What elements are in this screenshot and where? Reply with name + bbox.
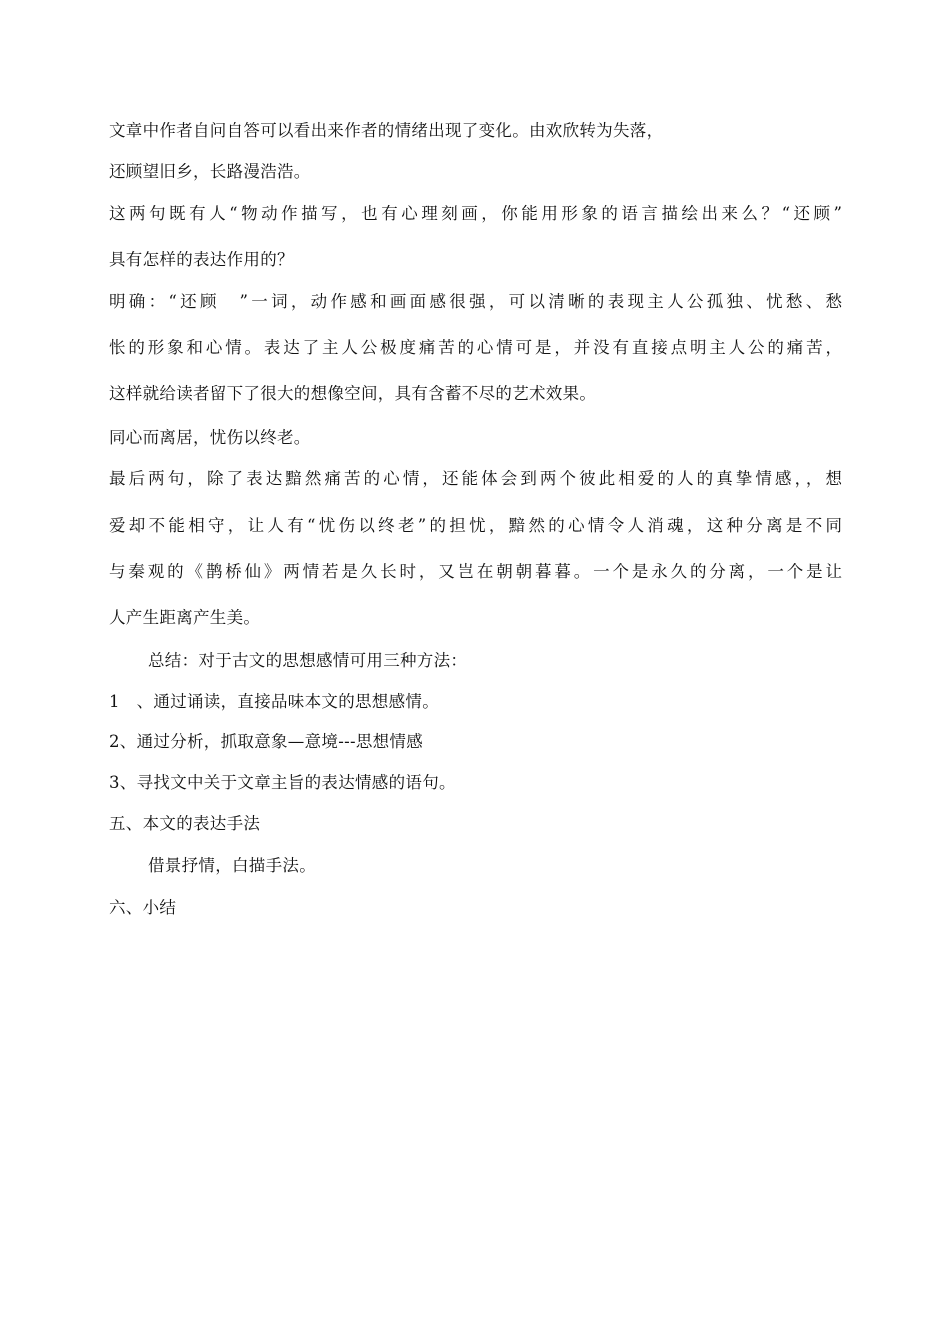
paragraph-line: 爱却不能相守，让人有“忧伤以终老”的担忧，黯然的心情令人消魂，这种分离是不同 bbox=[109, 516, 842, 535]
paragraph-line: 明确：“还顾 ”一词，动作感和画面感很强，可以清晰的表现主人公孤独、忧愁、愁 bbox=[109, 292, 842, 311]
paragraph-line: 文章中作者自问自答可以看出来作者的情绪出现了变化。由欢欣转为失落， bbox=[109, 121, 664, 140]
paragraph-line: 人产生距离产生美。 bbox=[109, 608, 261, 627]
list-item: 3、寻找文中关于文章主旨的表达情感的语句。 bbox=[109, 773, 456, 792]
section-heading: 五、本文的表达手法 bbox=[109, 814, 261, 833]
poem-line: 还顾望旧乡，长路漫浩浩。 bbox=[109, 162, 311, 181]
list-item: 2、通过分析，抓取意象—意境---思想情感 bbox=[109, 732, 424, 751]
paragraph-line: 与秦观的《鹊桥仙》两情若是久长时，又岂在朝朝暮暮。一个是永久的分离，一个是让 bbox=[109, 562, 842, 581]
paragraph-line: 这两句既有人“物动作描写，也有心理刻画，你能用形象的语言描绘出来么？“还顾” bbox=[109, 204, 842, 223]
paragraph-line: 怅的形象和心情。表达了主人公极度痛苦的心情可是，并没有直接点明主人公的痛苦， bbox=[109, 338, 842, 357]
section-heading: 六、小结 bbox=[109, 898, 177, 917]
poem-line: 同心而离居，忧伤以终老。 bbox=[109, 428, 311, 447]
paragraph-line: 最后两句，除了表达黯然痛苦的心情，还能体会到两个彼此相爱的人的真挚情感，，想 bbox=[109, 469, 842, 488]
paragraph-line: 这样就给读者留下了很大的想像空间，具有含蓄不尽的艺术效果。 bbox=[109, 384, 597, 403]
list-item: 1 、通过诵读，直接品味本文的思想感情。 bbox=[109, 692, 439, 711]
paragraph-line: 具有怎样的表达作用的？ bbox=[109, 250, 294, 269]
summary-heading: 总结：对于古文的思想感情可用三种方法： bbox=[148, 651, 468, 670]
paragraph-line: 借景抒情，白描手法。 bbox=[148, 856, 316, 875]
